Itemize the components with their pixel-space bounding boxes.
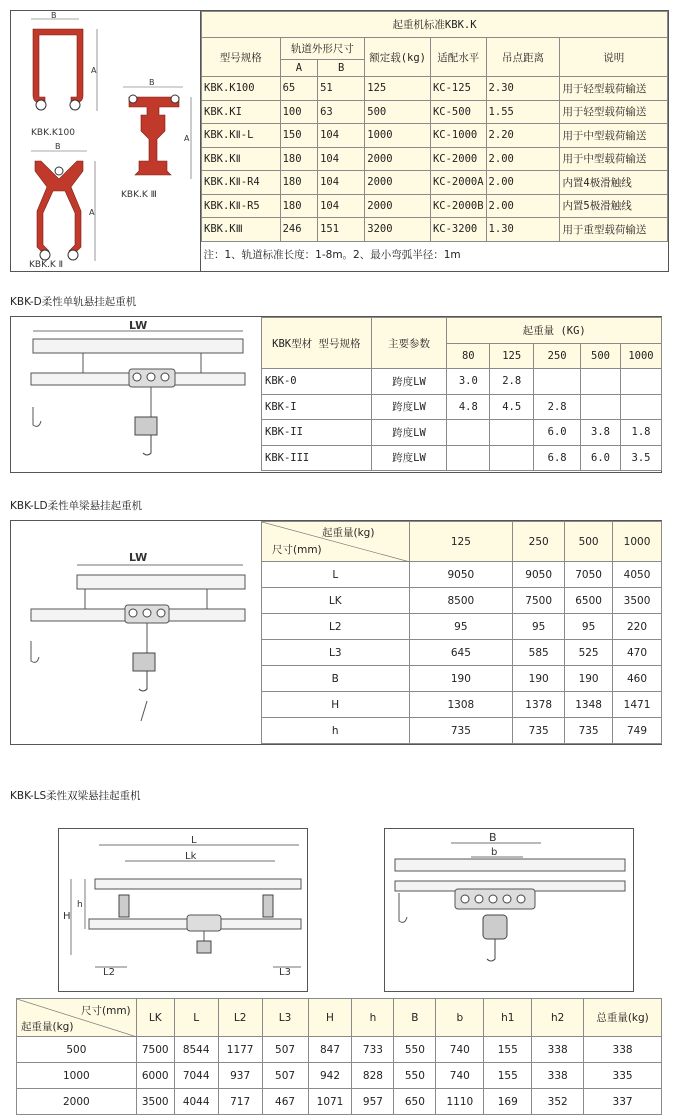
- cell-value: 1378: [513, 692, 565, 718]
- dim-a-k3: A: [184, 134, 190, 143]
- corner-cell-ld: [262, 522, 410, 562]
- kbk-ls-side-figure: [58, 828, 308, 992]
- table-title: 起重机标准KBK.K: [202, 12, 668, 38]
- dim-lw-d: LW: [129, 319, 148, 332]
- cell-desc: 内置5极滑触线: [560, 194, 668, 218]
- cell-value: 733: [352, 1037, 394, 1063]
- column-header: 总重量(kg): [584, 999, 662, 1037]
- cell-value: 1348: [565, 692, 613, 718]
- cell-value: 7044: [174, 1063, 218, 1089]
- column-header: H: [308, 999, 352, 1037]
- cell-value: 749: [613, 718, 662, 744]
- table-row: [17, 1037, 662, 1063]
- section2-title: KBK-D柔性单轨悬挂起重机: [10, 296, 137, 308]
- cell-value: [447, 445, 490, 471]
- cell-value: 585: [513, 640, 565, 666]
- cell-b: 104: [318, 147, 365, 171]
- cell-dimension: L3: [262, 640, 410, 666]
- cell-value: 740: [436, 1037, 484, 1063]
- cell-value: 190: [513, 666, 565, 692]
- dim-lw-ld: LW: [129, 551, 148, 564]
- cell-model: KBK-0: [262, 369, 372, 395]
- cell-value: 717: [218, 1089, 262, 1115]
- cell-value: 9050: [409, 562, 513, 588]
- cell-load: 3200: [365, 218, 431, 242]
- section4-title: KBK-LS柔性双梁悬挂起重机: [10, 790, 141, 802]
- kbk-ld-table: [261, 521, 662, 744]
- cell-load: 2000: [17, 1089, 137, 1115]
- load-header: 125: [490, 343, 534, 369]
- kbk-ls-table: [16, 998, 662, 1115]
- cell-value: 4044: [174, 1089, 218, 1115]
- cell-load: 1000: [17, 1063, 137, 1089]
- dim-l2-ls: L2: [103, 967, 115, 978]
- kbk-d-table: [261, 317, 662, 471]
- cell-value: 3.8: [581, 420, 621, 446]
- table-row: [202, 124, 668, 148]
- column-header: h2: [532, 999, 584, 1037]
- dim-l3-ls: L3: [279, 967, 291, 978]
- label-k2: KBK.K Ⅱ: [29, 260, 64, 270]
- kbk-standard-panel: [10, 10, 669, 272]
- k100-profile: [33, 29, 83, 103]
- cell-model: KBK.KⅡ-L: [202, 124, 281, 148]
- cell-value: 337: [584, 1089, 662, 1115]
- cell-value: 2.8: [534, 394, 581, 420]
- dim-b-k3: B: [149, 78, 155, 87]
- column-header: L: [174, 999, 218, 1037]
- corner-cell-ls: [17, 999, 137, 1037]
- column-header: b: [436, 999, 484, 1037]
- cell-value: 4.8: [447, 394, 490, 420]
- cell-level: KC-2000A: [430, 171, 486, 195]
- table-row: [262, 718, 662, 744]
- cell-value: 335: [584, 1063, 662, 1089]
- cell-load: 500: [365, 100, 431, 124]
- dim-b-k100: B: [51, 11, 57, 20]
- cell-b: 104: [318, 171, 365, 195]
- table-row: [202, 171, 668, 195]
- cell-a: 180: [280, 171, 318, 195]
- cell-model: KBK.KⅡ-R5: [202, 194, 281, 218]
- cell-load: 1000: [365, 124, 431, 148]
- cell-load: 125: [365, 77, 431, 101]
- cell-b: 104: [318, 194, 365, 218]
- label-k100: KBK.K100: [31, 128, 75, 138]
- cell-value: 7500: [513, 588, 565, 614]
- k3-profile: [129, 97, 179, 175]
- cell-value: 95: [409, 614, 513, 640]
- cell-value: 1471: [613, 692, 662, 718]
- cell-value: [490, 420, 534, 446]
- track-profiles-figure: [11, 11, 201, 271]
- cell-value: 7050: [565, 562, 613, 588]
- cell-param: 跨度LW: [371, 445, 447, 471]
- cell-level: KC-500: [430, 100, 486, 124]
- cell-hang: 2.00: [486, 147, 560, 171]
- table-row: [262, 369, 662, 395]
- cell-value: 169: [484, 1089, 532, 1115]
- cell-value: 3500: [136, 1089, 174, 1115]
- cell-value: 957: [352, 1089, 394, 1115]
- table-row: [262, 588, 662, 614]
- header-a: A: [280, 60, 318, 77]
- cell-value: [581, 369, 621, 395]
- cell-value: 338: [584, 1037, 662, 1063]
- corner-top-ld: 起重量(kg): [322, 527, 375, 539]
- kbk-d-drawing: [11, 317, 261, 472]
- load-header: 1000: [620, 343, 661, 369]
- cell-dimension: LK: [262, 588, 410, 614]
- column-header: h: [352, 999, 394, 1037]
- header-model: 型号规格: [202, 38, 281, 77]
- cell-value: 95: [565, 614, 613, 640]
- cell-value: 95: [513, 614, 565, 640]
- cell-value: 937: [218, 1063, 262, 1089]
- corner-bottom-ld: 尺寸(mm): [272, 544, 322, 556]
- table-row: [202, 147, 668, 171]
- table-row: [202, 194, 668, 218]
- column-header: h1: [484, 999, 532, 1037]
- header-load-d: 起重量 (KG): [447, 318, 662, 344]
- cell-desc: 用于重型载荷输送: [560, 218, 668, 242]
- table-row: [202, 218, 668, 242]
- corner-top-ls: 尺寸(mm): [81, 1005, 131, 1017]
- table-row: [262, 666, 662, 692]
- table-row: [17, 1063, 662, 1089]
- cell-value: 190: [565, 666, 613, 692]
- cell-value: 645: [409, 640, 513, 666]
- cell-b: 151: [318, 218, 365, 242]
- kbk-d-panel: [10, 316, 662, 473]
- cell-value: 8544: [174, 1037, 218, 1063]
- cell-value: [581, 394, 621, 420]
- cell-level: KC-2000: [430, 147, 486, 171]
- cell-value: 6.0: [534, 420, 581, 446]
- cell-value: 352: [532, 1089, 584, 1115]
- cell-value: 828: [352, 1063, 394, 1089]
- cell-desc: 用于轻型载荷输送: [560, 77, 668, 101]
- cell-value: 650: [394, 1089, 436, 1115]
- cell-model: KBK-III: [262, 445, 372, 471]
- cell-a: 65: [280, 77, 318, 101]
- cell-hang: 2.30: [486, 77, 560, 101]
- cell-b: 104: [318, 124, 365, 148]
- table-row: [262, 445, 662, 471]
- load-header: 500: [565, 522, 613, 562]
- cell-hang: 1.55: [486, 100, 560, 124]
- cell-param: 跨度LW: [371, 394, 447, 420]
- cell-level: KC-2000B: [430, 194, 486, 218]
- cell-value: 467: [262, 1089, 308, 1115]
- header-desc: 说明: [560, 38, 668, 77]
- cell-value: 1.8: [620, 420, 661, 446]
- cell-model: KBK-I: [262, 394, 372, 420]
- table-row: [17, 1089, 662, 1115]
- header-hang: 吊点距离: [486, 38, 560, 77]
- cell-value: 735: [409, 718, 513, 744]
- cell-value: 3500: [613, 588, 662, 614]
- cell-value: 6.8: [534, 445, 581, 471]
- cell-desc: 用于轻型载荷输送: [560, 100, 668, 124]
- cell-value: 4050: [613, 562, 662, 588]
- cell-model: KBK.KI: [202, 100, 281, 124]
- cell-value: 735: [513, 718, 565, 744]
- cell-model: KBK.K100: [202, 77, 281, 101]
- cell-param: 跨度LW: [371, 369, 447, 395]
- cell-value: 1110: [436, 1089, 484, 1115]
- cell-value: [490, 445, 534, 471]
- cell-level: KC-125: [430, 77, 486, 101]
- cell-model: KBK-II: [262, 420, 372, 446]
- cell-value: 9050: [513, 562, 565, 588]
- cell-b: 63: [318, 100, 365, 124]
- cell-value: 550: [394, 1037, 436, 1063]
- cell-value: 2.8: [490, 369, 534, 395]
- cell-load: 500: [17, 1037, 137, 1063]
- header-level: 适配水平: [430, 38, 486, 77]
- cell-value: [620, 369, 661, 395]
- table-row: [202, 77, 668, 101]
- cell-load: 2000: [365, 171, 431, 195]
- cell-a: 150: [280, 124, 318, 148]
- cell-hang: 1.30: [486, 218, 560, 242]
- header-b: B: [318, 60, 365, 77]
- corner-bottom-ls: 起重量(kg): [21, 1021, 74, 1033]
- cell-value: 525: [565, 640, 613, 666]
- dim-bb-ls: b: [491, 847, 498, 858]
- cell-a: 180: [280, 194, 318, 218]
- cell-value: 190: [409, 666, 513, 692]
- kbk-ld-panel: [10, 520, 662, 745]
- header-load: 额定载(kg): [365, 38, 431, 77]
- table-row: [262, 692, 662, 718]
- column-header: LK: [136, 999, 174, 1037]
- cell-model: KBK.KⅢ: [202, 218, 281, 242]
- cell-desc: 用于中型载荷输送: [560, 124, 668, 148]
- cell-value: 155: [484, 1037, 532, 1063]
- label-k3: KBK.K Ⅲ: [121, 190, 157, 200]
- header-model-d: KBK型材 型号规格: [262, 318, 372, 369]
- table-row: [262, 394, 662, 420]
- table-row: [262, 562, 662, 588]
- kbk-standard-table: [201, 11, 668, 267]
- cell-value: 507: [262, 1037, 308, 1063]
- cell-value: 6500: [565, 588, 613, 614]
- load-header: 500: [581, 343, 621, 369]
- cell-value: 155: [484, 1063, 532, 1089]
- cell-a: 246: [280, 218, 318, 242]
- cell-dimension: B: [262, 666, 410, 692]
- kbk-ld-drawing: [11, 521, 261, 744]
- table-row: [202, 100, 668, 124]
- cell-model: KBK.KⅡ: [202, 147, 281, 171]
- cell-load: 2000: [365, 147, 431, 171]
- dim-l-ls: L: [191, 835, 197, 846]
- dim-h-ls: H: [63, 911, 71, 922]
- load-header: 250: [534, 343, 581, 369]
- kbk-ls-front-figure: [384, 828, 634, 992]
- section3-title: KBK-LD柔性单梁悬挂起重机: [10, 500, 143, 512]
- cell-value: 1177: [218, 1037, 262, 1063]
- track-profiles-drawing: [11, 11, 201, 271]
- cell-a: 180: [280, 147, 318, 171]
- column-header: L2: [218, 999, 262, 1037]
- cell-value: 507: [262, 1063, 308, 1089]
- cell-value: 1308: [409, 692, 513, 718]
- cell-value: 735: [565, 718, 613, 744]
- dim-b-k2: B: [55, 142, 61, 151]
- header-param-d: 主要参数: [371, 318, 447, 369]
- load-header: 80: [447, 343, 490, 369]
- cell-desc: 内置4极滑触线: [560, 171, 668, 195]
- column-header: L3: [262, 999, 308, 1037]
- cell-level: KC-1000: [430, 124, 486, 148]
- cell-value: 220: [613, 614, 662, 640]
- cell-value: 470: [613, 640, 662, 666]
- kbk-ls-side-drawing: [59, 829, 307, 991]
- dim-a-k100: A: [91, 66, 97, 75]
- table-row: [262, 614, 662, 640]
- cell-value: 338: [532, 1037, 584, 1063]
- cell-hang: 2.00: [486, 194, 560, 218]
- header-track-size: 轨道外形尺寸: [280, 38, 365, 60]
- cell-value: [620, 394, 661, 420]
- cell-hang: 2.20: [486, 124, 560, 148]
- dim-b-ls: B: [489, 831, 497, 844]
- cell-value: [534, 369, 581, 395]
- cell-value: 338: [532, 1063, 584, 1089]
- load-header: 250: [513, 522, 565, 562]
- cell-dimension: L2: [262, 614, 410, 640]
- cell-value: 6000: [136, 1063, 174, 1089]
- cell-param: 跨度LW: [371, 420, 447, 446]
- load-header: 125: [409, 522, 513, 562]
- cell-value: 6.0: [581, 445, 621, 471]
- cell-value: 550: [394, 1063, 436, 1089]
- cell-dimension: H: [262, 692, 410, 718]
- cell-level: KC-3200: [430, 218, 486, 242]
- cell-value: 8500: [409, 588, 513, 614]
- column-header: B: [394, 999, 436, 1037]
- cell-value: 740: [436, 1063, 484, 1089]
- cell-dimension: L: [262, 562, 410, 588]
- table-note: 注：1、轨道标准长度：1-8m。2、最小弯弧半径：1m: [202, 241, 668, 267]
- cell-load: 2000: [365, 194, 431, 218]
- table-row: [262, 640, 662, 666]
- cell-a: 100: [280, 100, 318, 124]
- cell-dimension: h: [262, 718, 410, 744]
- cell-value: 7500: [136, 1037, 174, 1063]
- table-row: [262, 420, 662, 446]
- cell-value: 460: [613, 666, 662, 692]
- dim-hh-ls: h: [77, 900, 83, 910]
- cell-value: 942: [308, 1063, 352, 1089]
- cell-hang: 2.00: [486, 171, 560, 195]
- cell-desc: 用于中型载荷输送: [560, 147, 668, 171]
- cell-value: 4.5: [490, 394, 534, 420]
- dim-a-k2: A: [89, 208, 95, 217]
- load-header: 1000: [613, 522, 662, 562]
- kbk-ls-front-drawing: [385, 829, 633, 991]
- cell-b: 51: [318, 77, 365, 101]
- cell-model: KBK.KⅡ-R4: [202, 171, 281, 195]
- cell-value: 847: [308, 1037, 352, 1063]
- cell-value: 3.5: [620, 445, 661, 471]
- cell-value: 3.0: [447, 369, 490, 395]
- cell-value: 1071: [308, 1089, 352, 1115]
- dim-lk-ls: Lk: [185, 851, 197, 862]
- cell-value: [447, 420, 490, 446]
